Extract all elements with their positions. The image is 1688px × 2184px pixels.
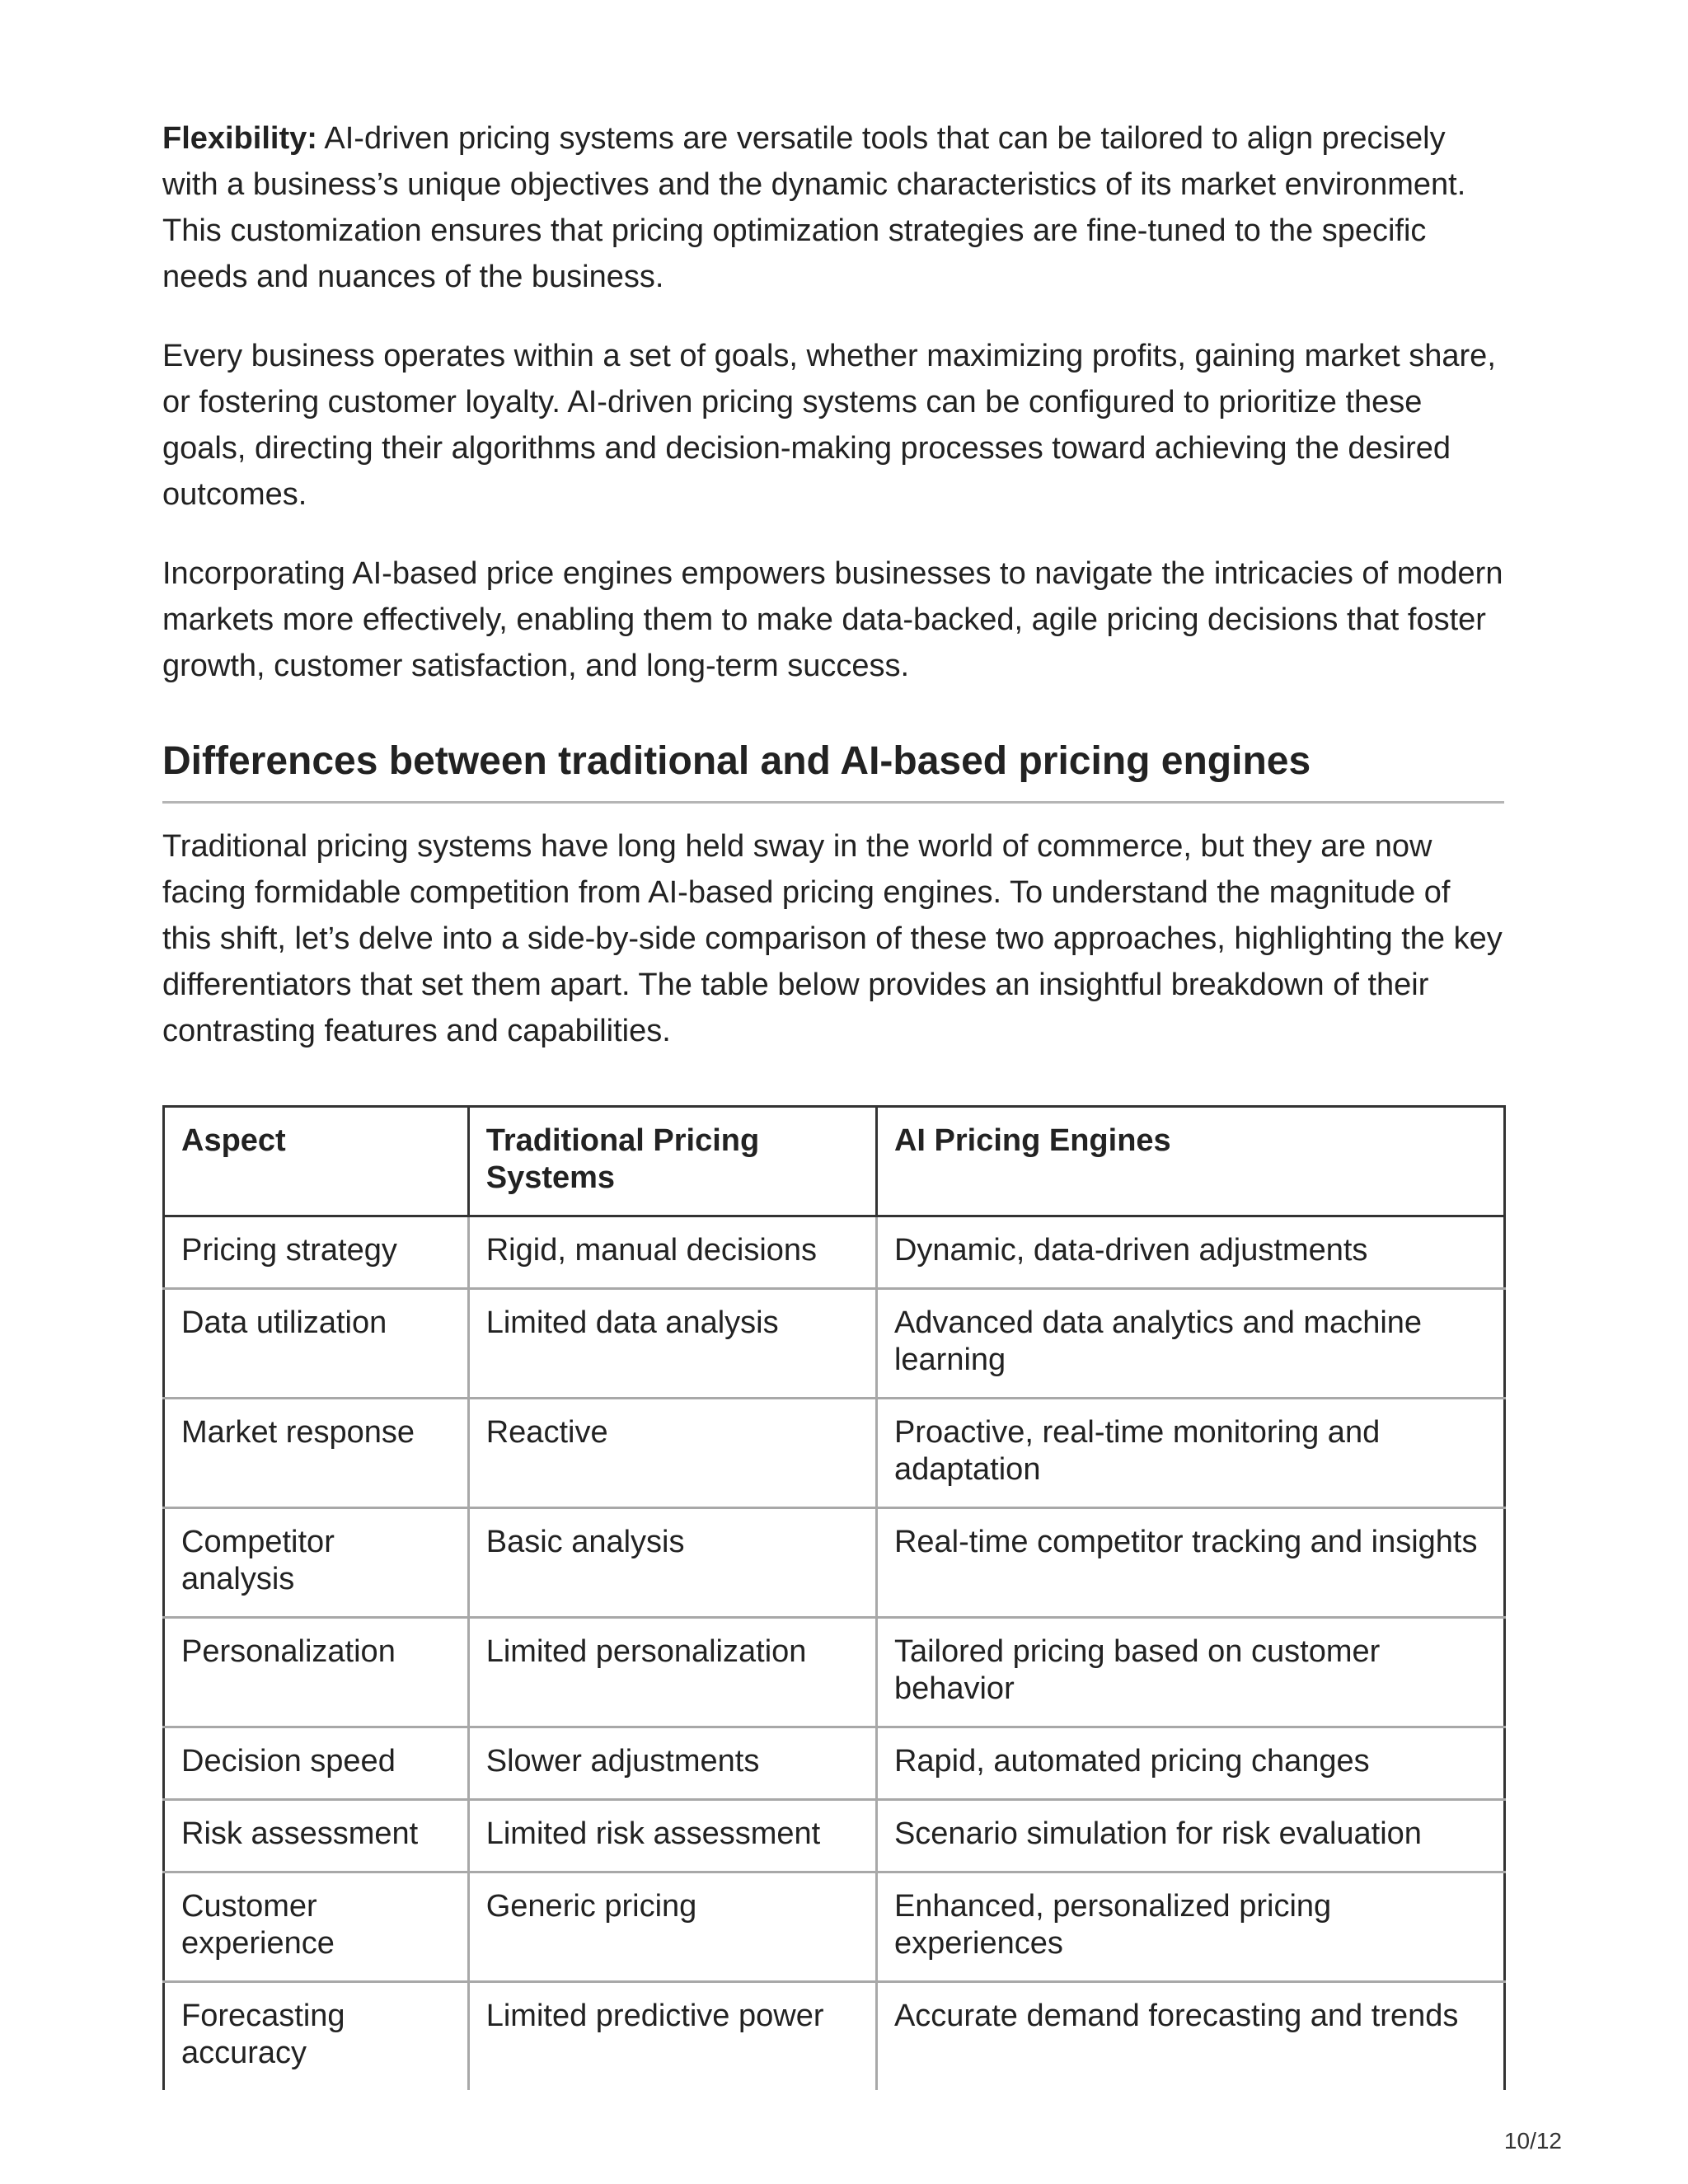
cell-traditional: Reactive	[468, 1399, 876, 1508]
document-page	[162, 115, 1504, 2090]
cell-aspect: Risk assessment	[164, 1800, 469, 1872]
cell-ai: Scenario simulation for risk evaluation	[876, 1800, 1504, 1872]
comparison-table	[162, 1105, 1506, 2090]
cell-ai: Real-time competitor tracking and insights	[876, 1508, 1504, 1618]
cell-aspect: Market response	[164, 1399, 469, 1508]
table-row	[164, 1399, 1505, 1508]
cell-ai: Dynamic, data-driven adjustments	[876, 1216, 1504, 1289]
cell-ai: Proactive, real-time monitoring and adaptation	[876, 1399, 1504, 1508]
table-header-row	[164, 1107, 1505, 1216]
cell-traditional: Limited personalization	[468, 1618, 876, 1727]
flexibility-label: Flexibility:	[162, 121, 317, 156]
cell-aspect: Pricing strategy	[164, 1216, 469, 1289]
table-row	[164, 1872, 1505, 1982]
cell-aspect: Personalization	[164, 1618, 469, 1727]
cell-aspect: Competitor analysis	[164, 1508, 469, 1618]
cell-aspect: Forecasting accuracy	[164, 1982, 469, 2091]
page-number: 10/12	[1503, 2128, 1562, 2154]
cell-ai: Accurate demand forecasting and trends	[876, 1982, 1504, 2091]
incorporating-paragraph: Incorporating AI-based price engines empowers businesses to navigate the intricacies of modern markets more effectively, enabling them to make data-backed, agile pricing decisions that foster growth, customer satisfaction, and long-term success.	[162, 556, 1503, 683]
section-intro: Traditional pricing systems have long held sway in the world of commerce, but they are now facing formidable competition from AI-based pricing engines. To understand the magnitude of this shift, let’s delve into a side-by-side comparison of these two approaches, highlighting the key differentiators that set them apart. The table below provides an insightful breakdown of their contrasting features and capabilities.	[162, 829, 1503, 1048]
flexibility-text: AI-driven pricing systems are versatile tools that can be tailored to align precisely with a business’s unique objectives and the dynamic characteristics of its market environment. This customization ensures that pricing optimization strategies are fine-tuned to the specific needs and nuances of the business.	[162, 121, 1466, 294]
table-row	[164, 1982, 1505, 2091]
cell-traditional: Basic analysis	[468, 1508, 876, 1618]
cell-traditional: Limited data analysis	[468, 1289, 876, 1399]
cell-traditional: Limited risk assessment	[468, 1800, 876, 1872]
table-row	[164, 1216, 1505, 1289]
cell-traditional: Limited predictive power	[468, 1982, 876, 2091]
table-row	[164, 1289, 1505, 1399]
header-ai: AI Pricing Engines	[876, 1107, 1504, 1216]
table-row	[164, 1727, 1505, 1800]
cell-ai: Advanced data analytics and machine learning	[876, 1289, 1504, 1399]
cell-traditional: Generic pricing	[468, 1872, 876, 1982]
table-row	[164, 1618, 1505, 1727]
section-heading: Differences between traditional and AI-based pricing engines	[162, 737, 1504, 804]
cell-aspect: Decision speed	[164, 1727, 469, 1800]
cell-ai: Tailored pricing based on customer behavior	[876, 1618, 1504, 1727]
table-row	[164, 1508, 1505, 1618]
cell-traditional: Rigid, manual decisions	[468, 1216, 876, 1289]
cell-aspect: Data utilization	[164, 1289, 469, 1399]
cell-traditional: Slower adjustments	[468, 1727, 876, 1800]
flexibility-paragraph	[162, 115, 1504, 300]
header-aspect: Aspect	[164, 1107, 469, 1216]
cell-ai: Enhanced, personalized pricing experiences	[876, 1872, 1504, 1982]
header-traditional: Traditional Pricing Systems	[468, 1107, 876, 1216]
cell-ai: Rapid, automated pricing changes	[876, 1727, 1504, 1800]
table-row	[164, 1800, 1505, 1872]
goals-paragraph: Every business operates within a set of goals, whether maximizing profits, gaining market share, or fostering customer loyalty. AI-driven pricing systems can be configured to prioritize these goals, directing their algorithms and decision-making processes toward achieving the desired outcomes.	[162, 339, 1496, 512]
cell-aspect: Customer experience	[164, 1872, 469, 1982]
